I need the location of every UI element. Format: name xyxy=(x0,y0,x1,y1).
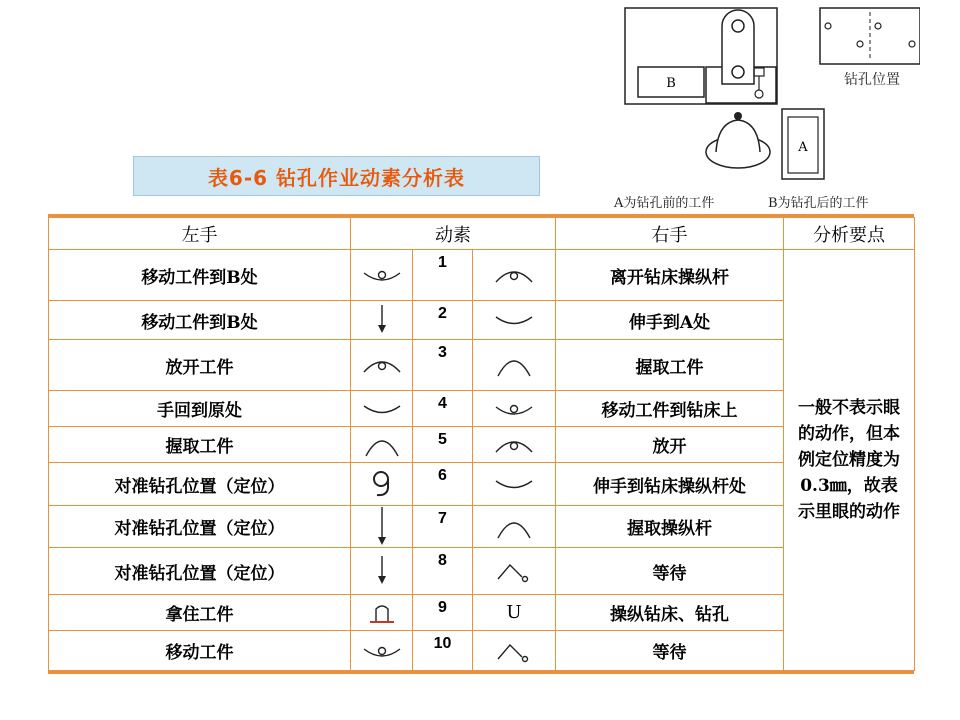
step-number: 3 xyxy=(413,340,473,391)
header-notes: 分析要点 xyxy=(784,218,915,250)
arrow-down-icon xyxy=(351,507,412,547)
right-symbol-cell xyxy=(473,427,556,463)
release-load-icon xyxy=(473,434,555,456)
right-symbol-cell xyxy=(473,548,556,595)
hold-icon xyxy=(351,601,412,625)
right-symbol-cell xyxy=(473,340,556,391)
left-symbol-cell xyxy=(351,548,413,595)
left-hand-action: 移动工件到B处 xyxy=(49,250,351,301)
release-load-icon xyxy=(473,264,555,286)
left-hand-action: 移动工件 xyxy=(49,631,351,671)
left-hand-action: 对准钻孔位置（定位） xyxy=(49,506,351,548)
left-symbol-cell xyxy=(351,340,413,391)
position-icon xyxy=(351,468,412,500)
right-hand-action: 等待 xyxy=(556,631,784,671)
step-number: 1 xyxy=(413,250,473,301)
left-symbol-cell xyxy=(351,301,413,340)
right-symbol-cell xyxy=(473,463,556,506)
left-hand-action: 握取工件 xyxy=(49,427,351,463)
table-row xyxy=(49,250,915,301)
step-number: 2 xyxy=(413,301,473,340)
right-symbol-cell xyxy=(473,250,556,301)
left-symbol-cell xyxy=(351,250,413,301)
analysis-note xyxy=(784,250,915,671)
right-hand-action: 离开钻床操纵杆 xyxy=(556,250,784,301)
header-therbligs: 动素 xyxy=(351,218,556,250)
left-symbol-cell xyxy=(351,595,413,631)
step-number: 8 xyxy=(413,548,473,595)
right-hand-action: 伸手到A处 xyxy=(556,301,784,340)
hole-position-caption: 钻孔位置 xyxy=(844,72,900,88)
right-hand-action: 操纵钻床、钻孔 xyxy=(556,595,784,631)
left-hand-action: 手回到原处 xyxy=(49,391,351,427)
release-load-icon xyxy=(351,354,412,376)
left-symbol-cell xyxy=(351,506,413,548)
left-hand-action: 放开工件 xyxy=(49,340,351,391)
transport-loaded-icon xyxy=(351,641,412,661)
step-number: 7 xyxy=(413,506,473,548)
left-hand-action: 对准钻孔位置（定位） xyxy=(49,548,351,595)
transport-loaded-icon xyxy=(351,265,412,285)
delay-icon xyxy=(473,559,555,583)
caption-after: B为钻孔后的工件 xyxy=(768,196,869,211)
right-symbol-cell xyxy=(473,301,556,340)
arrow-down-icon xyxy=(351,305,412,335)
label-b: B xyxy=(666,76,676,91)
left-symbol-cell xyxy=(351,463,413,506)
right-hand-action: 放开 xyxy=(556,427,784,463)
transport-loaded-icon xyxy=(473,399,555,419)
grasp-icon xyxy=(473,514,555,540)
right-hand-action: 等待 xyxy=(556,548,784,595)
therblig-table xyxy=(48,217,915,671)
header-right-hand: 右手 xyxy=(556,218,784,250)
grasp-icon xyxy=(351,432,412,458)
workpiece-diagram xyxy=(620,4,920,214)
step-number: 9 xyxy=(413,595,473,631)
label-a: A xyxy=(798,140,808,155)
step-number: 6 xyxy=(413,463,473,506)
left-hand-action: 移动工件到B处 xyxy=(49,301,351,340)
left-symbol-cell xyxy=(351,631,413,671)
right-symbol-cell xyxy=(473,506,556,548)
left-hand-action: 对准钻孔位置（定位） xyxy=(49,463,351,506)
header-left-hand: 左手 xyxy=(49,218,351,250)
table-bottom-rule xyxy=(48,671,914,674)
caption-before: A为钻孔前的工件 xyxy=(614,196,715,211)
transport-empty-icon xyxy=(473,312,555,328)
use-icon: U xyxy=(506,602,522,623)
right-hand-action: 握取操纵杆 xyxy=(556,506,784,548)
step-number: 5 xyxy=(413,427,473,463)
right-symbol-cell xyxy=(473,391,556,427)
table-title: 表6-6 钻孔作业动素分析表 xyxy=(133,156,540,196)
step-number: 4 xyxy=(413,391,473,427)
right-hand-action: 伸手到钻床操纵杆处 xyxy=(556,463,784,506)
left-hand-action: 拿住工件 xyxy=(49,595,351,631)
right-hand-action: 移动工件到钻床上 xyxy=(556,391,784,427)
grasp-icon xyxy=(473,352,555,378)
right-symbol-cell xyxy=(473,595,556,631)
transport-empty-icon xyxy=(351,401,412,417)
left-symbol-cell xyxy=(351,391,413,427)
right-hand-action: 握取工件 xyxy=(556,340,784,391)
analysis-note-text: 一般不表示眼的动作，但本例定位精度为0.3㎜，故表示里眼的动作 xyxy=(798,398,901,522)
arrow-down-icon xyxy=(351,556,412,586)
left-symbol-cell xyxy=(351,427,413,463)
step-number: 10 xyxy=(413,631,473,671)
delay-icon xyxy=(473,639,555,663)
transport-empty-icon xyxy=(473,476,555,492)
right-symbol-cell xyxy=(473,631,556,671)
